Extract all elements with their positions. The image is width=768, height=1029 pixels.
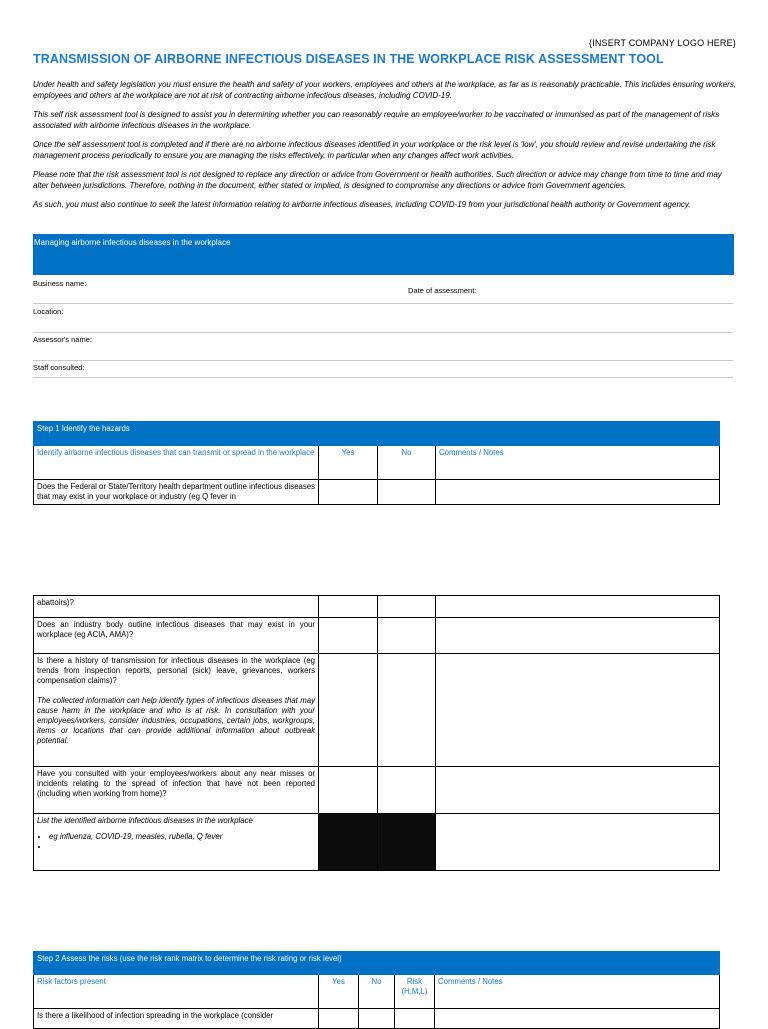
business-name-row[interactable] <box>33 279 733 304</box>
step1-q2-no-cell[interactable] <box>378 618 436 654</box>
step2-q1-yes-cell[interactable] <box>319 1009 359 1029</box>
assessor-name-row[interactable] <box>33 335 733 361</box>
step1-q1c-yes-cell[interactable] <box>319 596 378 618</box>
staff-consulted-label: Staff consulted: <box>33 363 85 372</box>
intro-paragraph-2: This self risk assessment tool is designed to assist you in determining whether you can reasonably require an employee/worker to be vaccinated or immunised as part of the management of risks associated with airborne infectious diseases in the workplace. <box>33 110 720 130</box>
step2-col-yes: Yes <box>319 975 359 1009</box>
step1-list-cell[interactable] <box>34 814 319 871</box>
step1-list-comments-cell[interactable] <box>436 814 720 871</box>
company-logo-placeholder: {INSERT COMPANY LOGO HERE} <box>588 38 736 48</box>
step2-header: Step 2 Assess the risks (use the risk rank matrix to determine the risk rating or risk level) <box>34 952 720 975</box>
step1-q3-comments-cell[interactable] <box>436 654 720 767</box>
step1-header: Step 1 Identify the hazards <box>34 422 720 446</box>
step1-list-shaded-cell <box>319 814 378 871</box>
step1-q3-cell <box>34 654 319 767</box>
step2-q1-risk-cell[interactable] <box>395 1009 435 1029</box>
step1-q2-comments-cell[interactable] <box>436 618 720 654</box>
step1-col-comments: Comments / Notes <box>436 446 720 480</box>
step1-q3-note: The collected information can help identify types of infectious diseases that may cause harm in the workplace and who is at risk. In consultation with your employees/workers, consider industries, occupations, certain jobs, workgroups, items or locations that can provide additional information about outbreak potential. <box>37 696 315 745</box>
list-item <box>49 842 315 852</box>
list-item: • eg influenza, COVID-19, measles, rubella, Q fever <box>49 832 315 842</box>
step1-q2-yes-cell[interactable] <box>319 618 378 654</box>
step2-col-factors: Risk factors present <box>34 975 319 1009</box>
step1-q4-comments-cell[interactable] <box>436 767 720 814</box>
step2-q1-text: Is there a likelihood of infection spreading in the workplace (consider <box>34 1009 319 1029</box>
staff-consulted-row[interactable] <box>33 363 733 378</box>
step1-col-question: Identify airborne infectious diseases that can transmit or spread in the workplace <box>34 446 319 480</box>
step1-q1-comments-cell[interactable] <box>436 480 720 505</box>
step1-q4-yes-cell[interactable] <box>319 767 378 814</box>
intro-paragraph-4: Please note that the risk assessment tool is not designed to replace any direction or advice from Government or health authorities. Such direction or advice may change from time to time and may alter between jurisdictions. Therefore, nothing in the document, either stated or implied, is designed to compromise any directions or advice from Government agencies. <box>33 170 722 190</box>
intro-paragraph-1: Under health and safety legislation you must ensure the health and safety of your workers, employees and others at the workplace, as far as is reasonably practicable. This includes ensuring workers, employees and others at the workplace are not at risk of contracting airborne infectious diseases, including COVID-19. <box>33 80 737 100</box>
step1-q3-no-cell[interactable] <box>378 654 436 767</box>
date-of-assessment-label: Date of assessment: <box>408 286 477 295</box>
step2-table <box>33 951 720 1029</box>
intro-paragraph-5: As such, you must also continue to seek the latest information relating to airborne infectious diseases, including COVID-19 from your jurisdictional health authority or Government agency. <box>33 200 691 209</box>
step1-table-part2 <box>33 595 720 871</box>
step2-q1-no-cell[interactable] <box>359 1009 395 1029</box>
location-label: Location: <box>33 307 64 316</box>
step1-q3-yes-cell[interactable] <box>319 654 378 767</box>
step1-q4-no-cell[interactable] <box>378 767 436 814</box>
step1-disease-list <box>37 832 315 852</box>
step1-col-no: No <box>378 446 436 480</box>
step1-list-title: List the identified airborne infectious diseases in the workplace <box>37 816 253 825</box>
step2-col-comments: Comments / Notes <box>435 975 720 1009</box>
assessor-name-label: Assessor's name: <box>33 335 92 344</box>
step1-q1-yes-cell[interactable] <box>319 480 378 505</box>
page-title: TRANSMISSION OF AIRBORNE INFECTIOUS DISEASES IN THE WORKPLACE RISK ASSESSMENT TOOL <box>33 52 664 66</box>
step2-col-no: No <box>359 975 395 1009</box>
business-name-label: Business name: <box>33 279 87 288</box>
section-banner-label: Managing airborne infectious diseases in the workplace <box>34 238 231 247</box>
step1-list-shaded-cell <box>378 814 436 871</box>
intro-paragraph-3: Once the self assessment tool is completed and if there are no airborne infectious diseases identified in your workplace or the risk level is 'low', you should review and revise undertaking the risk management process periodically to ensure you are managing the risks effectively, in particular when any changes affect work activities. <box>33 140 716 160</box>
step1-table-part1 <box>33 421 720 505</box>
step1-q1c-comments-cell[interactable] <box>436 596 720 618</box>
step1-q1c-no-cell[interactable] <box>378 596 436 618</box>
step1-q2-text: Does an industry body outline infectious diseases that may exist in your workplace (eg ACIA, AMA)? <box>34 618 319 654</box>
step2-col-risk: Risk (H,M,L) <box>395 975 435 1009</box>
step1-q3-text: Is there a history of transmission for infectious diseases in the workplace (eg trends from inspection reports, personal (sick) leave, grievances, workers compensation claims)? <box>37 656 315 685</box>
section-banner <box>33 234 734 275</box>
location-row[interactable] <box>33 307 733 333</box>
step1-q1-no-cell[interactable] <box>378 480 436 505</box>
step1-q1-text-continued: abattoirs)? <box>34 596 319 618</box>
step2-q1-comments-cell[interactable] <box>435 1009 720 1029</box>
step1-col-yes: Yes <box>319 446 378 480</box>
step1-q1-text: Does the Federal or State/Territory health department outline infectious diseases that may exist in your workplace or industry (eg Q fever in <box>34 480 319 505</box>
step1-q4-text: Have you consulted with your employees/workers about any near misses or incidents relating to the spread of infection that have not been reported (including when working from home)? <box>34 767 319 814</box>
